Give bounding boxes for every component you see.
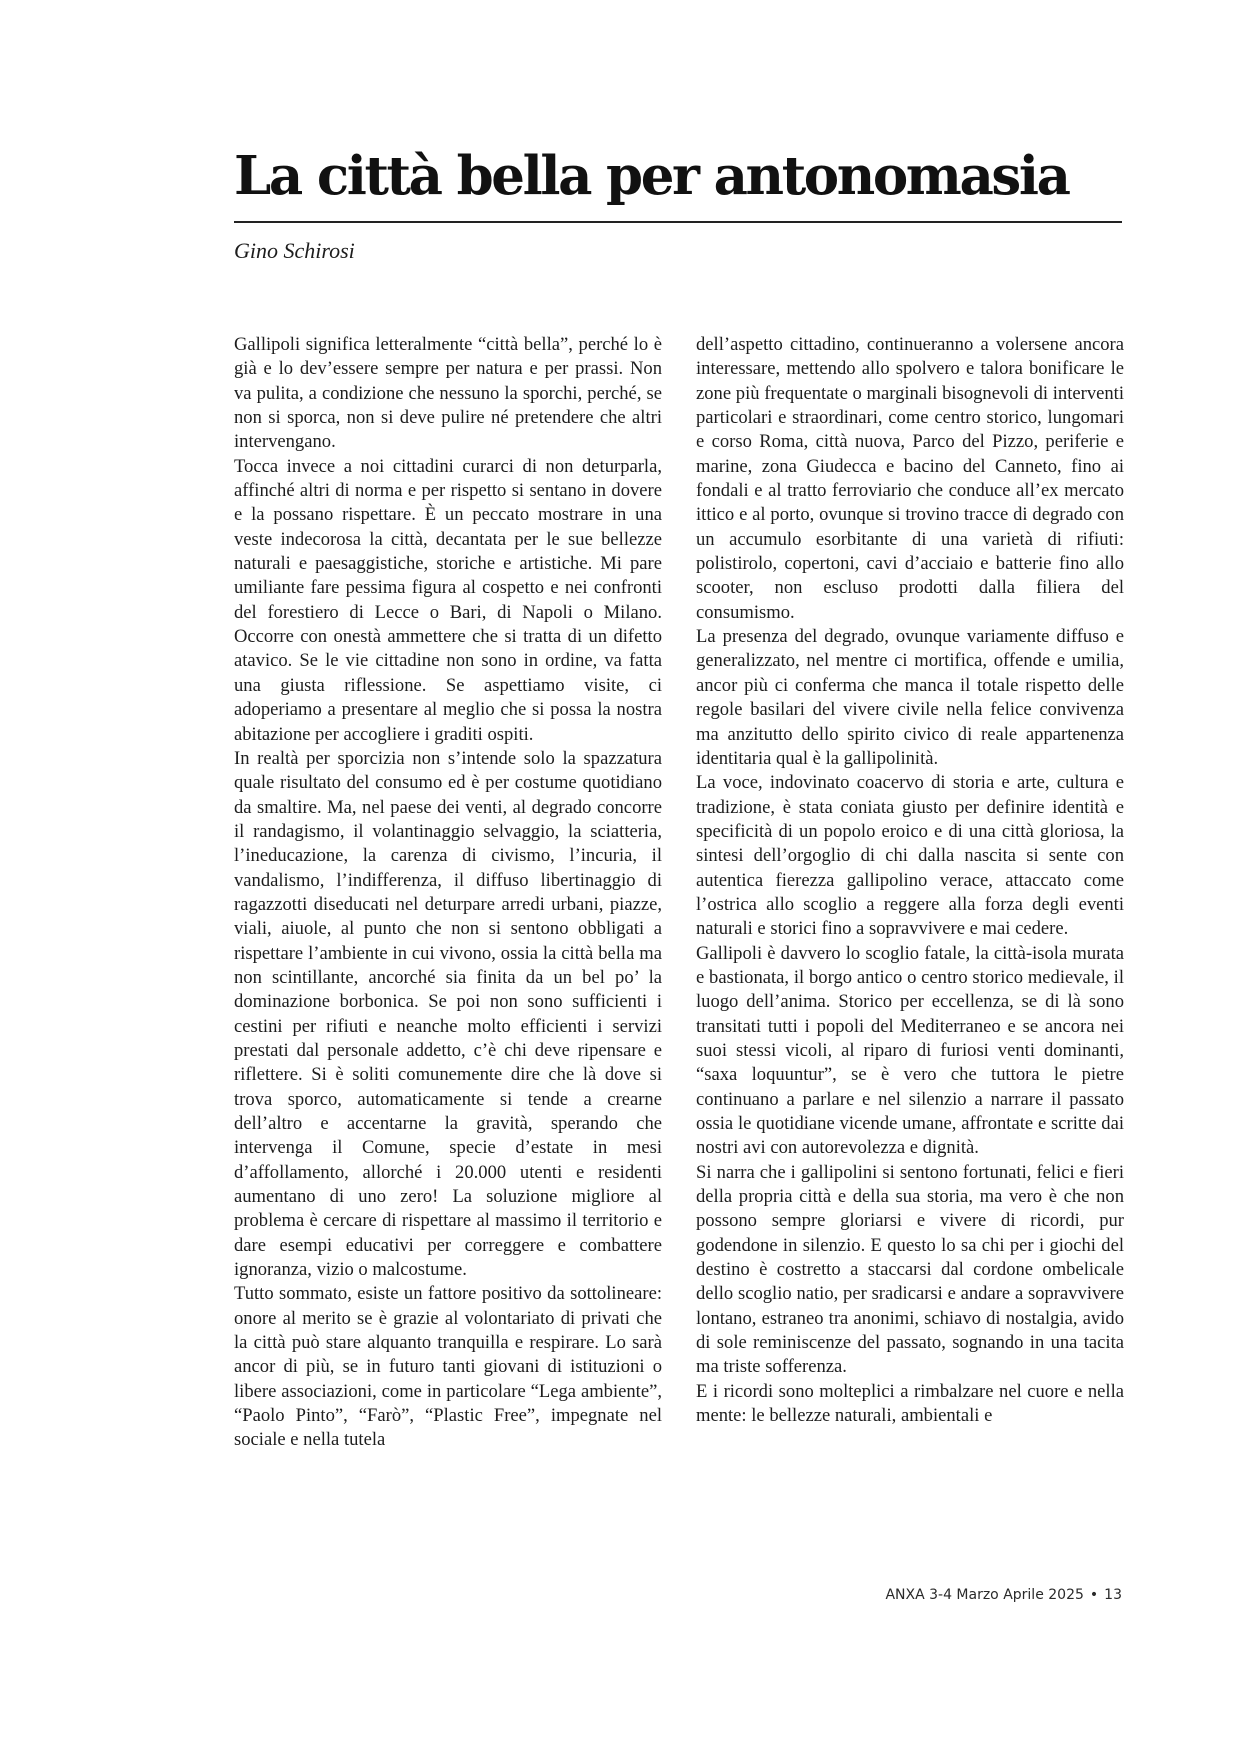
paragraph: Gallipoli è davvero lo scoglio fatale, la città-isola murata e bastionata, il borgo antico o centro storico medievale, il luogo dell’anima. Storico per eccellenza, se di là sono transitati tutti i popoli del Mediterraneo e se ancora nei suoi stessi vicoli, al riparo di furiosi venti dominanti, “saxa loquuntur”, se è vero che tuttora le pietre continuano a parlare e nel silenzio a narrare il passato ossia le quotidiane vicende umane, affrontate e scritte dai nostri avi con autorevolezza e dignità. — [696, 942, 1124, 1159]
paragraph: Tocca invece a noi cittadini curarci di non deturparla, affinché altri di norma e per rispetto si sentano in dovere e la possano rispettare. È un peccato mostrare in una veste indecorosa la città, decantata per le sue bellezze naturali e paesaggistiche, storiche e artistiche. Mi pare umiliante fare pessima figura al cospetto e nei confronti del forestiero di Lecce o Bari, di Napoli o Milano. Occorre con onestà ammettere che si tratta di un difetto atavico. Se le vie cittadine non sono in ordine, va fatta una giusta riflessione. Se aspettiamo visite, ci adoperiamo a presentare al meglio che si possa la nostra abitazione per accogliere i graditi ospiti. — [234, 455, 662, 745]
paragraph: Si narra che i gallipolini si sentono fortunati, felici e fieri della propria città e della sua storia, ma vero è che non possono sempre gloriarsi e vivere di ricordi, pur godendone in silenzio. E questo lo sa chi per i giochi del destino è costretto a staccarsi dal cordone ombelicale dello scoglio natio, per sradicarsi e andare a sopravvivere lontano, estraneo tra anonimi, schiavo di nostalgia, avido di sole reminiscenze del passato, sognando in una tacita ma triste sofferenza. — [696, 1161, 1124, 1378]
article-author: Gino Schirosi — [234, 238, 355, 263]
paragraph: Tutto sommato, esiste un fattore positivo da sottolineare: onore al merito se è grazie al volontariato di privati che la città può stare alquanto tranquilla e respirare. Lo sarà ancor di più, se in futuro tanti giovani di istituzioni o libere associazioni, come in particolare “Lega ambiente”, “Paolo Pinto”, “Farò”, “Plastic Free”, impegnate nel sociale e nella tutela — [234, 1283, 662, 1451]
paragraph: La voce, indovinato coacervo di storia e arte, cultura e tradizione, è stata coniata giusto per definire identità e specificità di un popolo eroico e di una città gloriosa, la sintesi dell’orgoglio di chi dalla nascita si sente con autentica fierezza gallipolino verace, attaccato come l’ostrica allo scoglio a reggere alla forza degli eventi naturali e storici fino a sopravvivere e mai cedere. — [696, 772, 1124, 940]
paragraph: La presenza del degrado, ovunque variamente diffuso e generalizzato, nel mentre ci mortifica, offende e umilia, ancor più ci conferma che manca il totale rispetto delle regole basilari del vivere civile nella felice convivenza ma anzitutto dello spirito civico di reale appartenenza identitaria qual è la gallipolinità. — [696, 626, 1124, 769]
page-footer — [885, 1585, 1122, 1605]
page-number: 13 — [1104, 1587, 1122, 1603]
paragraph: In realtà per sporcizia non s’intende solo la spazzatura quale risultato del consumo ed è per costume quotidiano da smaltire. Ma, nel paese dei venti, al degrado concorre il randagismo, il volantinaggio selvaggio, la sciatteria, l’ineducazione, la carenza di civismo, l’incuria, il vandalismo, l’indifferenza, il diffuso libertinaggio di ragazzotti diseducati nel deturpare arredi urbani, piazze, viali, aiuole, al punto che non si sentono obbligati a rispettare l’ambiente in cui vivono, ossia la città bella ma non scintillante, ancorché sia finita da un bel po’ la dominazione borbonica. Se poi non sono sufficienti i cestini per rifiuti e neanche molto efficienti i servizi prestati dal personale addetto, c’è chi deve ripensare e riflettere. Si è soliti comunemente dire che là dove si trova sporco, automaticamente si tende a crearne dell’altro e accentarne la gravità, sperando che intervenga il Comune, specie d’estate in mesi d’affollamento, allorché i 20.000 utenti e residenti aumentano di uno zero! La soluzione migliore al problema è cercare di rispettare al massimo il territorio e dare esempi educativi per correggere e combattere ignoranza, vizio o malcostume. — [234, 747, 662, 1281]
paragraph: Gallipoli significa letteralmente “città bella”, perché lo è già e lo dev’essere sempre per natura e per prassi. Non va pulita, a condizione che nessuno la sporchi, perché, se non si sporca, non si deve pulire né pretendere che altri intervengano. — [234, 334, 662, 453]
footer-separator: • — [1089, 1587, 1099, 1603]
paragraph: E i ricordi sono molteplici a rimbalzare nel cuore e nella mente: le bellezze naturali, ambientali e — [696, 1380, 1124, 1427]
title-divider — [234, 221, 1122, 223]
paragraph: dell’aspetto cittadino, continueranno a volersene ancora interessare, mettendo allo spolvero e talora bonificare le zone più frequentate o marginali bisognevoli di interventi particolari e straordinari, come centro storico, lungomari e corso Roma, città nuova, Parco del Pizzo, periferie e marine, zona Giudecca e bacino del Canneto, fino ai fondali e al tratto ferroviario che conduce all’ex mercato ittico e al porto, ovunque si trovino tracce di degrado con un accumulo esorbitante di una varietà di rifiuti: polistirolo, copertoni, cavi d’acciaio e batterie fino allo scooter, non escluso prodotti dalla filiera del consumismo. — [696, 334, 1124, 623]
article-column-right — [696, 333, 1124, 1428]
article-column-left — [234, 333, 662, 1453]
article-title: La città bella per antonomasia — [234, 145, 1069, 207]
issue-label: ANXA 3-4 Marzo Aprile 2025 — [885, 1587, 1084, 1603]
